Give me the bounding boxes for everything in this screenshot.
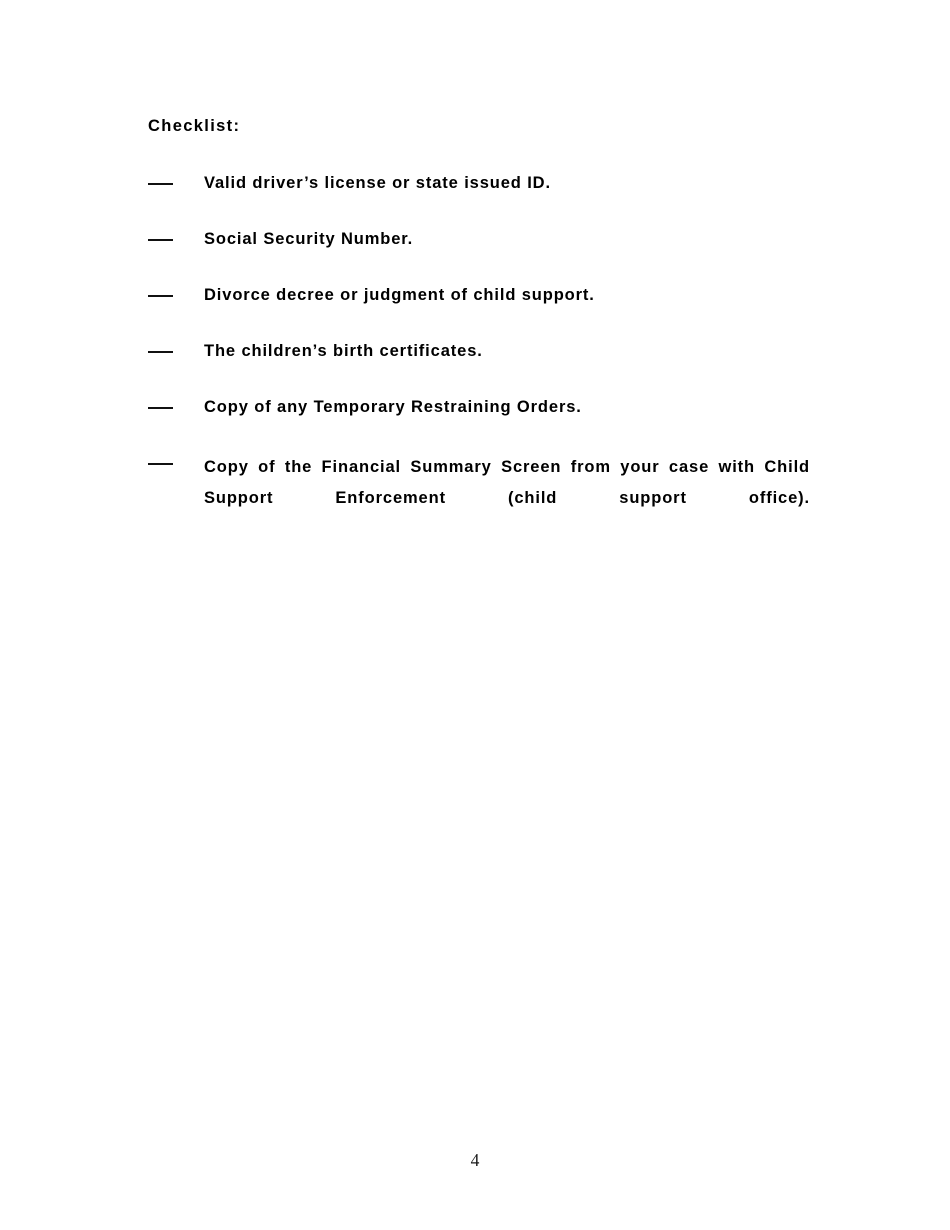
checklist bbox=[148, 172, 810, 545]
list-item bbox=[148, 284, 810, 310]
list-item-label: Divorce decree or judgment of child support. bbox=[204, 286, 595, 304]
list-item-label: Social Security Number. bbox=[204, 230, 414, 248]
list-item-label: Copy of the Financial Summary Screen from your case with Child Support Enforcement (child support office). bbox=[204, 458, 810, 507]
list-item bbox=[148, 452, 810, 545]
page-title: Checklist: bbox=[148, 117, 241, 135]
checkbox-blank-icon[interactable] bbox=[148, 463, 173, 465]
list-item bbox=[148, 396, 810, 422]
page-number: 4 bbox=[470, 1150, 480, 1170]
checkbox-blank-icon[interactable] bbox=[148, 295, 173, 297]
list-item bbox=[148, 340, 810, 366]
list-item-label: Valid driver’s license or state issued ID. bbox=[204, 174, 551, 192]
checkbox-blank-icon[interactable] bbox=[148, 183, 173, 185]
list-item-label: Copy of any Temporary Restraining Orders. bbox=[204, 398, 582, 416]
list-item bbox=[148, 172, 810, 198]
checklist-section bbox=[148, 116, 810, 545]
checkbox-blank-icon[interactable] bbox=[148, 351, 173, 353]
list-item-label: The children’s birth certificates. bbox=[204, 342, 483, 360]
checkbox-blank-icon[interactable] bbox=[148, 239, 173, 241]
list-item bbox=[148, 228, 810, 254]
checkbox-blank-icon[interactable] bbox=[148, 407, 173, 409]
